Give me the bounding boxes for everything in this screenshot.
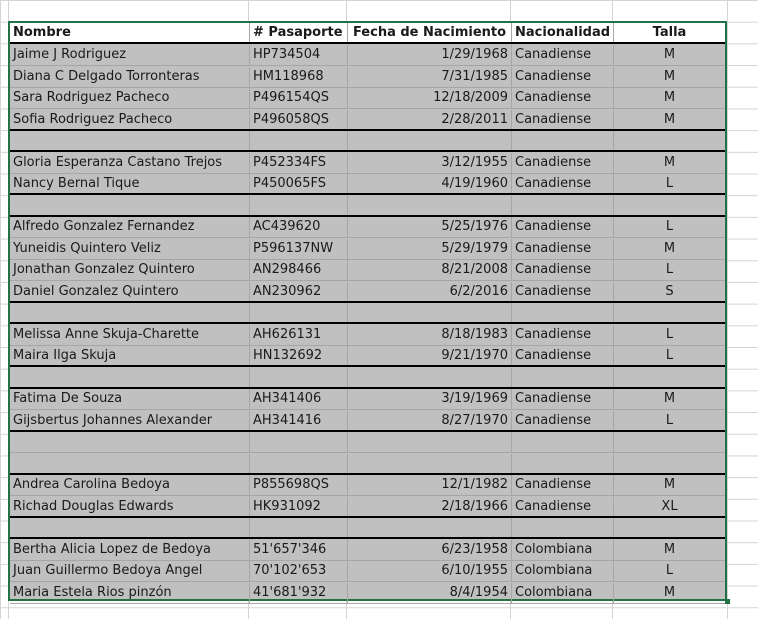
table-row <box>10 561 725 582</box>
cell-fecha[interactable]: 1/29/1968 <box>348 45 512 65</box>
cell-talla[interactable]: M <box>663 90 676 105</box>
cell-fecha[interactable] <box>348 196 512 215</box>
cell-pasaporte[interactable]: HP734504 <box>250 45 348 65</box>
cell-talla[interactable]: M <box>663 154 676 170</box>
cell-fecha[interactable]: 2/18/1966 <box>348 497 512 516</box>
cell-nombre[interactable]: Jaime J Rodriguez <box>10 45 250 65</box>
cell-talla[interactable] <box>614 454 725 473</box>
cell-fecha[interactable]: 4/19/1960 <box>348 174 512 193</box>
cell-talla[interactable]: L <box>665 563 674 578</box>
cell-talla[interactable]: L <box>665 348 674 363</box>
cell-nombre[interactable]: Andrea Carolina Bedoya <box>10 475 250 495</box>
cell-nombre[interactable]: Richad Douglas Edwards <box>10 497 250 516</box>
cell-talla[interactable]: M <box>663 584 676 600</box>
cell-talla[interactable]: L <box>665 326 674 342</box>
cell-nombre[interactable]: Daniel Gonzalez Quintero <box>10 282 250 301</box>
cell-pasaporte[interactable]: 51'657'346 <box>250 540 348 560</box>
cell-nacionalidad[interactable]: Canadiense <box>512 260 614 280</box>
cell-talla[interactable]: XL <box>661 498 678 514</box>
cell-talla[interactable] <box>614 518 725 537</box>
cell-fecha[interactable] <box>348 131 512 150</box>
cell-pasaporte[interactable] <box>250 518 348 537</box>
cell-pasaporte[interactable]: HN132692 <box>250 346 348 365</box>
table-row-empty <box>10 303 725 324</box>
table-row-empty <box>10 432 725 453</box>
cell-nombre[interactable]: Maria Estela Rios pinzón <box>10 583 250 603</box>
cell-fecha[interactable]: 7/31/1985 <box>348 67 512 87</box>
table-row <box>10 389 725 410</box>
cell-pasaporte[interactable] <box>250 454 348 473</box>
cell-nacionalidad[interactable] <box>512 196 614 215</box>
table-row-empty <box>10 368 725 389</box>
cell-nacionalidad[interactable]: Canadiense <box>512 475 614 495</box>
cell-fecha[interactable]: 6/23/1958 <box>348 540 512 560</box>
cell-nacionalidad[interactable]: Canadiense <box>512 67 614 87</box>
fill-handle[interactable] <box>725 599 730 604</box>
cell-fecha[interactable]: 8/21/2008 <box>348 260 512 280</box>
cell-talla[interactable]: M <box>663 391 676 406</box>
header-nombre[interactable]: Nombre <box>10 23 250 42</box>
spreadsheet-table[interactable] <box>8 21 727 601</box>
cell-fecha[interactable] <box>348 368 512 387</box>
cell-nombre[interactable]: Alfredo Gonzalez Fernandez <box>10 217 250 237</box>
table-row <box>10 88 725 109</box>
cell-pasaporte[interactable] <box>250 196 348 215</box>
cell-nacionalidad[interactable]: Canadiense <box>512 325 614 345</box>
cell-fecha[interactable]: 3/12/1955 <box>348 153 512 173</box>
cell-pasaporte[interactable]: AH626131 <box>250 325 348 345</box>
cell-pasaporte[interactable]: P855698QS <box>250 475 348 495</box>
cell-nacionalidad[interactable]: Colombiana <box>512 540 614 560</box>
cell-pasaporte[interactable]: AC439620 <box>250 217 348 237</box>
cell-talla[interactable]: M <box>663 477 676 492</box>
cell-talla[interactable]: L <box>665 262 674 277</box>
cell-pasaporte[interactable]: 41'681'932 <box>250 583 348 603</box>
cell-nacionalidad[interactable]: Canadiense <box>512 45 614 65</box>
cell-nacionalidad[interactable]: Canadiense <box>512 110 614 129</box>
cell-nombre[interactable]: Melissa Anne Skuja-Charette <box>10 325 250 345</box>
cell-pasaporte[interactable]: AH341416 <box>250 411 348 430</box>
cell-nombre[interactable] <box>10 131 250 150</box>
cell-pasaporte[interactable]: P450065FS <box>250 174 348 193</box>
cell-talla[interactable] <box>614 196 725 215</box>
table-row <box>10 583 725 604</box>
cell-talla[interactable]: M <box>663 240 676 256</box>
cell-talla[interactable]: M <box>663 47 676 62</box>
cell-nombre[interactable]: Diana C Delgado Torronteras <box>10 67 250 87</box>
cell-nombre[interactable]: Sara Rodriguez Pacheco <box>10 88 250 108</box>
cell-fecha[interactable]: 5/29/1979 <box>348 239 512 259</box>
cell-pasaporte[interactable]: P596137NW <box>250 239 348 259</box>
table-row <box>10 110 725 131</box>
table-row-empty <box>10 196 725 217</box>
cell-pasaporte[interactable] <box>250 131 348 150</box>
table-row <box>10 174 725 195</box>
table-row <box>10 346 725 367</box>
table-row <box>10 497 725 518</box>
cell-fecha[interactable]: 6/2/2016 <box>348 282 512 301</box>
cell-talla[interactable]: M <box>663 541 676 557</box>
header-talla[interactable]: Talla <box>652 25 687 40</box>
cell-fecha[interactable]: 2/28/2011 <box>348 110 512 129</box>
table-row <box>10 217 725 238</box>
cell-pasaporte[interactable]: AN230962 <box>250 282 348 301</box>
cell-nombre[interactable]: Sofia Rodriguez Pacheco <box>10 110 250 129</box>
cell-nacionalidad[interactable]: Colombiana <box>512 561 614 581</box>
cell-fecha[interactable]: 8/18/1983 <box>348 325 512 345</box>
cell-nombre[interactable]: Maira Ilga Skuja <box>10 346 250 365</box>
header-nacionalidad[interactable]: Nacionalidad <box>512 23 614 42</box>
header-row <box>10 23 725 44</box>
table-row <box>10 411 725 432</box>
cell-nombre[interactable] <box>10 454 250 473</box>
table-row-empty <box>10 454 725 475</box>
cell-pasaporte[interactable]: HK931092 <box>250 497 348 516</box>
cell-nombre[interactable]: Nancy Bernal Tique <box>10 174 250 193</box>
table-row-empty <box>10 131 725 152</box>
cell-nacionalidad[interactable]: Canadiense <box>512 346 614 365</box>
cell-pasaporte[interactable]: P496058QS <box>250 110 348 129</box>
table-row <box>10 239 725 260</box>
cell-fecha[interactable]: 12/18/2009 <box>348 88 512 108</box>
cell-nacionalidad[interactable] <box>512 432 614 452</box>
cell-talla[interactable] <box>614 368 725 387</box>
cell-nombre[interactable]: Gijsbertus Johannes Alexander <box>10 411 250 430</box>
cell-nacionalidad[interactable]: Canadiense <box>512 411 614 430</box>
cell-nacionalidad[interactable] <box>512 454 614 473</box>
cell-nacionalidad[interactable]: Canadiense <box>512 174 614 193</box>
cell-fecha[interactable]: 3/19/1969 <box>348 389 512 409</box>
table-row <box>10 153 725 174</box>
cell-nacionalidad[interactable]: Colombiana <box>512 583 614 603</box>
table-row <box>10 260 725 281</box>
cell-nacionalidad[interactable] <box>512 368 614 387</box>
cell-nacionalidad[interactable]: Canadiense <box>512 217 614 237</box>
cell-nombre[interactable]: Fatima De Souza <box>10 389 250 409</box>
table-row-empty <box>10 518 725 539</box>
table-row <box>10 325 725 346</box>
cell-nombre[interactable] <box>10 368 250 387</box>
header-pasaporte[interactable]: # Pasaporte <box>250 23 348 42</box>
table-row <box>10 67 725 88</box>
cell-fecha[interactable] <box>348 454 512 473</box>
cell-nombre[interactable]: Juan Guillermo Bedoya Angel <box>10 561 250 581</box>
cell-pasaporte[interactable] <box>250 432 348 452</box>
cell-nombre[interactable] <box>10 196 250 215</box>
cell-pasaporte[interactable] <box>250 303 348 322</box>
cell-nombre[interactable]: Yuneidis Quintero Veliz <box>10 239 250 259</box>
cell-pasaporte[interactable] <box>250 368 348 387</box>
cell-nacionalidad[interactable]: Canadiense <box>512 282 614 301</box>
cell-talla[interactable]: M <box>663 68 676 84</box>
cell-talla[interactable]: L <box>665 219 674 234</box>
header-fecha[interactable]: Fecha de Nacimiento <box>348 23 512 42</box>
cell-fecha[interactable]: 5/25/1976 <box>348 217 512 237</box>
cell-talla[interactable] <box>614 303 725 322</box>
cell-talla[interactable]: L <box>665 176 674 191</box>
cell-talla[interactable] <box>614 131 725 150</box>
cell-pasaporte[interactable]: P496154QS <box>250 88 348 108</box>
cell-nacionalidad[interactable]: Canadiense <box>512 239 614 259</box>
cell-fecha[interactable]: 8/27/1970 <box>348 411 512 430</box>
table-row <box>10 45 725 66</box>
cell-nombre[interactable]: Gloria Esperanza Castano Trejos <box>10 153 250 173</box>
cell-pasaporte[interactable]: 70'102'653 <box>250 561 348 581</box>
cell-fecha[interactable] <box>348 518 512 537</box>
cell-nacionalidad[interactable]: Canadiense <box>512 497 614 516</box>
cell-talla[interactable] <box>614 432 725 452</box>
cell-pasaporte[interactable]: AN298466 <box>250 260 348 280</box>
cell-nombre[interactable]: Jonathan Gonzalez Quintero <box>10 260 250 280</box>
cell-talla[interactable]: M <box>663 111 676 127</box>
cell-pasaporte[interactable]: AH341406 <box>250 389 348 409</box>
cell-fecha[interactable]: 8/4/1954 <box>348 583 512 603</box>
cell-pasaporte[interactable]: HM118968 <box>250 67 348 87</box>
cell-nombre[interactable] <box>10 432 250 452</box>
table-row <box>10 540 725 561</box>
cell-talla[interactable]: L <box>665 412 674 428</box>
cell-nombre[interactable] <box>10 303 250 322</box>
cell-nombre[interactable] <box>10 518 250 537</box>
cell-pasaporte[interactable]: P452334FS <box>250 153 348 173</box>
cell-fecha[interactable]: 12/1/1982 <box>348 475 512 495</box>
table-row <box>10 475 725 496</box>
cell-fecha[interactable]: 9/21/1970 <box>348 346 512 365</box>
cell-nacionalidad[interactable] <box>512 303 614 322</box>
cell-nacionalidad[interactable] <box>512 518 614 537</box>
table-row <box>10 282 725 303</box>
cell-fecha[interactable] <box>348 303 512 322</box>
cell-fecha[interactable]: 6/10/1955 <box>348 561 512 581</box>
cell-talla[interactable]: S <box>665 283 674 299</box>
cell-nombre[interactable]: Bertha Alicia Lopez de Bedoya <box>10 540 250 560</box>
cell-nacionalidad[interactable]: Canadiense <box>512 389 614 409</box>
cell-nacionalidad[interactable]: Canadiense <box>512 153 614 173</box>
cell-nacionalidad[interactable] <box>512 131 614 150</box>
cell-nacionalidad[interactable]: Canadiense <box>512 88 614 108</box>
cell-fecha[interactable] <box>348 432 512 452</box>
